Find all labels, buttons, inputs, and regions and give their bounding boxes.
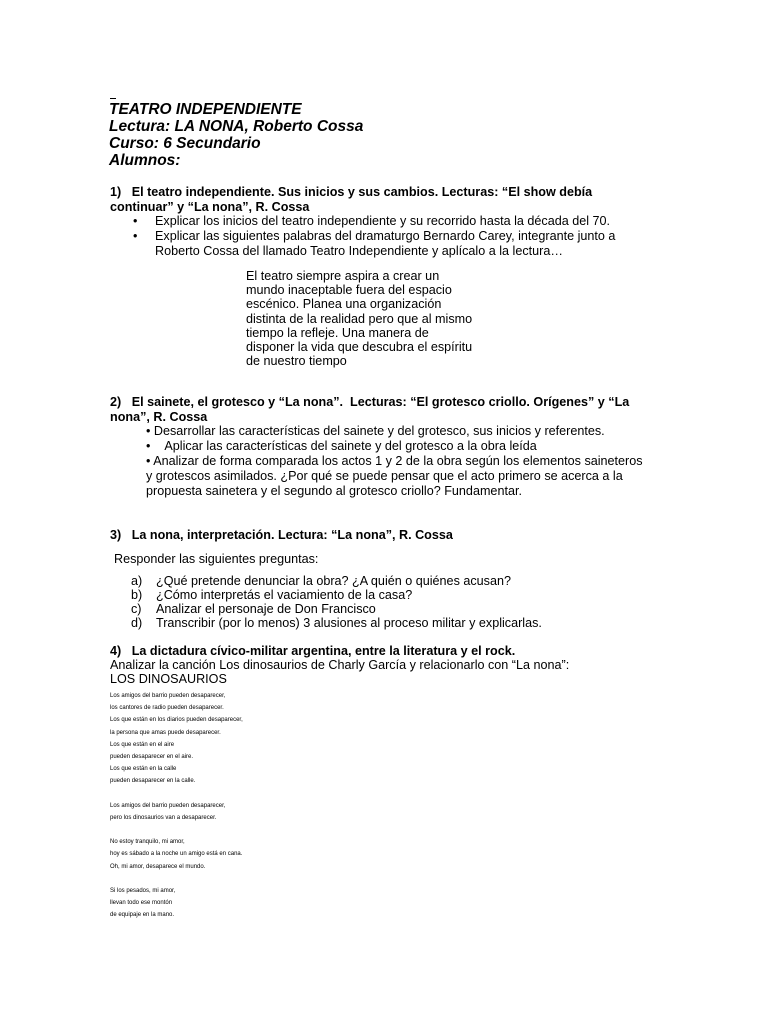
- section2-heading-line1: 2) El sainete, el grotesco y “La nona”. Lecturas: “El grotesco criollo. Orígenes” y “La: [110, 395, 630, 409]
- bullet-mark: •: [133, 214, 138, 228]
- lyric-line: Los que están en el aire: [110, 741, 175, 748]
- section2-heading: [110, 395, 629, 425]
- lyric-line: de equipaje en la mano.: [110, 912, 175, 919]
- lyric-line: pueden desaparecer en el aire.: [110, 753, 194, 760]
- lyric-line: hoy es sábado a la noche un amigo está en cana.: [110, 851, 243, 858]
- bullet-text-line1: Explicar las siguientes palabras del dramaturgo Bernardo Carey, integrante junto a: [155, 229, 616, 243]
- lyric-line: Los amigos del barrio pueden desaparecer,: [110, 802, 226, 809]
- course-line: Curso: 6 Secundario: [109, 135, 261, 152]
- question-text: ¿Cómo interpretás el vaciamiento de la casa?: [156, 588, 413, 602]
- section1-heading: [110, 185, 592, 215]
- question-item: [131, 602, 542, 616]
- song-title: LOS DINOSAURIOS: [110, 672, 227, 686]
- question-letter: a): [131, 574, 143, 588]
- document-header: [109, 101, 363, 169]
- song-lyrics: [110, 690, 243, 922]
- section2-bullets: [146, 424, 643, 499]
- lyric-line: No estoy tranquilo, mi amor,: [110, 839, 185, 846]
- bullet-text: Explicar los inicios del teatro independiente y su recorrido hasta la década del 70.: [155, 214, 611, 228]
- lyric-line: pero los dinosaurios van a desaparecer.: [110, 814, 217, 821]
- stray-mark: [110, 98, 116, 99]
- section2-bullet1: • Desarrollar las características del sainete y del grotesco, sus inicios y referentes.: [146, 424, 605, 438]
- lyric-line: [110, 873, 243, 885]
- question-item: [131, 574, 542, 588]
- section1-bullet2: [133, 229, 615, 259]
- section2-bullet3-line1: • Analizar de forma comparada los actos 1 y 2 de la obra según los elementos saineteros: [146, 454, 643, 468]
- quote-line: El teatro siempre aspira a crear un: [246, 269, 440, 283]
- section3-heading: 3) La nona, interpretación. Lectura: “La nona”, R. Cossa: [110, 528, 453, 542]
- question-item: [131, 588, 542, 602]
- lyric-line: Oh, mi amor, desaparece el mundo.: [110, 863, 206, 870]
- lyric-line: [110, 824, 243, 836]
- students-line: Alumnos:: [109, 152, 181, 169]
- quote-line: tiempo la refleje. Una manera de: [246, 325, 429, 340]
- lyric-line: [110, 788, 243, 800]
- section1-heading-line1: 1) El teatro independiente. Sus inicios y sus cambios. Lecturas: “El show debía: [110, 185, 593, 199]
- question-text: Analizar el personaje de Don Francisco: [156, 602, 376, 616]
- lyric-line: pueden desaparecer en la calle.: [110, 778, 196, 785]
- lyric-line: la persona que amas puede desaparecer.: [110, 729, 221, 736]
- lyric-line: Los que están en la calle: [110, 766, 177, 773]
- question-text: Transcribir (por lo menos) 3 alusiones al proceso militar y explicarlas.: [156, 616, 542, 630]
- lyric-line: llevan todo ese montón: [110, 900, 173, 907]
- section2-bullet3-line3: propuesta sainetera y el segundo al grotesco criollo? Fundamentar.: [146, 484, 522, 498]
- section1-bullet1: [133, 214, 610, 229]
- carey-quote: [246, 269, 472, 368]
- section2-bullet2: • Aplicar las características del sainete y del grotesco a la obra leída: [146, 439, 537, 453]
- question-letter: d): [131, 616, 143, 630]
- quote-line: mundo inaceptable fuera del espacio: [246, 283, 452, 298]
- section2-heading-line2: nona”, R. Cossa: [110, 410, 208, 424]
- question-item: [131, 616, 542, 630]
- lyric-line: Los que están en los diarios pueden desaparecer,: [110, 717, 243, 724]
- quote-line: distinta de la realidad pero que al mismo: [246, 311, 473, 326]
- reading-line: Lectura: LA NONA, Roberto Cossa: [109, 118, 364, 135]
- lyric-line: Los amigos del barrio pueden desaparecer,: [110, 693, 226, 699]
- document-title: TEATRO INDEPENDIENTE: [109, 101, 302, 118]
- quote-line: disponer la vida que descubra el espíritu: [246, 340, 473, 355]
- lyric-line: los cantores de radio pueden desaparecer.: [110, 705, 224, 712]
- section2-bullet3-line2: y grotescos asimilados. ¿Por qué se puede pensar que el acto primero se acerca a la: [146, 469, 623, 483]
- question-list: [131, 574, 542, 630]
- question-letter: c): [131, 602, 142, 616]
- section4-instruction: Analizar la canción Los dinosaurios de Charly García y relacionarlo con “La nona”:: [110, 658, 570, 672]
- section1-heading-line2: continuar” y “La nona”, R. Cossa: [110, 200, 310, 214]
- quote-line: de nuestro tiempo: [246, 354, 347, 369]
- question-text: ¿Qué pretende denunciar la obra? ¿A quién o quiénes acusan?: [156, 574, 511, 588]
- question-letter: b): [131, 588, 143, 602]
- lyric-line: Si los pesados, mi amor,: [110, 888, 176, 894]
- section4-heading: 4) La dictadura cívico-militar argentina, entre la literatura y el rock.: [110, 644, 516, 658]
- section3-intro: Responder las siguientes preguntas:: [114, 552, 319, 566]
- bullet-text-line2: Roberto Cossa del llamado Teatro Independiente y aplícalo a la lectura…: [155, 244, 563, 258]
- bullet-mark: •: [133, 229, 138, 243]
- quote-line: escénico. Planea una organización: [246, 297, 442, 312]
